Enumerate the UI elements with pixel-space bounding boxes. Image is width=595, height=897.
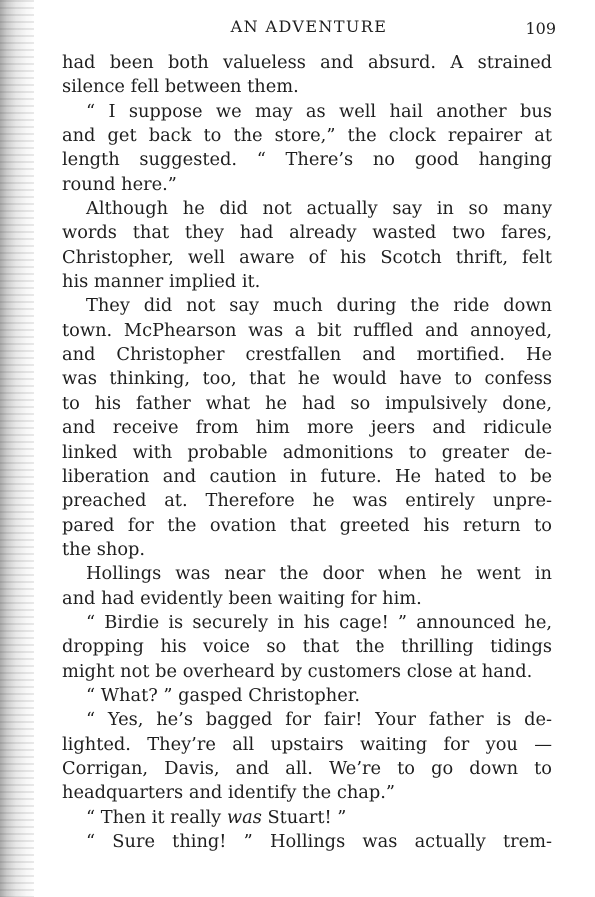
- text-line: pared for the ovation that greeted his return to: [62, 514, 552, 536]
- text-run: Stuart! ”: [261, 806, 347, 828]
- text-line: They did not say much during the ride down: [86, 295, 552, 317]
- text-line: headquarters and identify the chap.”: [62, 782, 395, 804]
- text-run: “ Then it really: [86, 806, 227, 828]
- text-line: and Christopher crestfallen and mortified. He: [62, 344, 552, 366]
- text-line: Christopher, well aware of his Scotch thrift, felt: [62, 246, 552, 268]
- running-title: AN ADVENTURE: [230, 17, 388, 36]
- text-line: length suggested. “ There’s no good hanging: [62, 149, 552, 171]
- text-line: round here.”: [62, 173, 177, 195]
- text-line: “ Sure thing! ” Hollings was actually trem-: [86, 831, 552, 852]
- text-line: the shop.: [62, 538, 146, 560]
- text-line: Hollings was near the door when he went in: [86, 563, 552, 585]
- text-line: “ Birdie is securely in his cage! ” announced he,: [86, 611, 552, 633]
- emphasized-word: was: [226, 806, 262, 828]
- text-line: words that they had already wasted two fares,: [62, 222, 552, 244]
- text-line: his manner implied it.: [62, 271, 261, 293]
- text-line: and had evidently been waiting for him.: [62, 587, 422, 609]
- page-number: 109: [525, 19, 556, 38]
- text-line: Corrigan, Davis, and all. We’re to go down to: [62, 757, 552, 779]
- text-line: to his father what he had so impulsively done,: [62, 392, 552, 414]
- text-line: “ I suppose we may as well hail another bus: [86, 100, 552, 122]
- text-line: was thinking, too, that he would have to confess: [62, 368, 552, 390]
- text-line: liberation and caution in future. He hated to be: [62, 465, 552, 487]
- text-line: preached at. Therefore he was entirely unpre-: [62, 490, 552, 512]
- text-line: “ Yes, he’s bagged for fair! Your father is de-: [86, 709, 552, 731]
- text-line: town. McPhearson was a bit ruffled and annoyed,: [62, 319, 552, 341]
- body-text: [62, 51, 552, 854]
- text-line: and get back to the store,” the clock repairer at: [62, 125, 552, 147]
- text-line: and receive from him more jeers and ridicule: [62, 417, 552, 439]
- book-spine-shadow: [0, 0, 34, 897]
- text-line: lighted. They’re all upstairs waiting for you —: [62, 733, 552, 755]
- text-line: linked with probable admonitions to greater de-: [62, 441, 552, 463]
- page-header: [62, 17, 556, 41]
- text-line: “ What? ” gasped Christopher.: [86, 684, 360, 706]
- text-line: [62, 806, 552, 830]
- text-line: silence fell between them.: [62, 76, 299, 98]
- text-line: had been both valueless and absurd. A strained: [62, 52, 552, 73]
- text-line: might not be overheard by customers close at hand.: [62, 660, 533, 682]
- text-line: Although he did not actually say in so many: [86, 198, 552, 220]
- text-line: dropping his voice so that the thrilling tidings: [62, 636, 552, 658]
